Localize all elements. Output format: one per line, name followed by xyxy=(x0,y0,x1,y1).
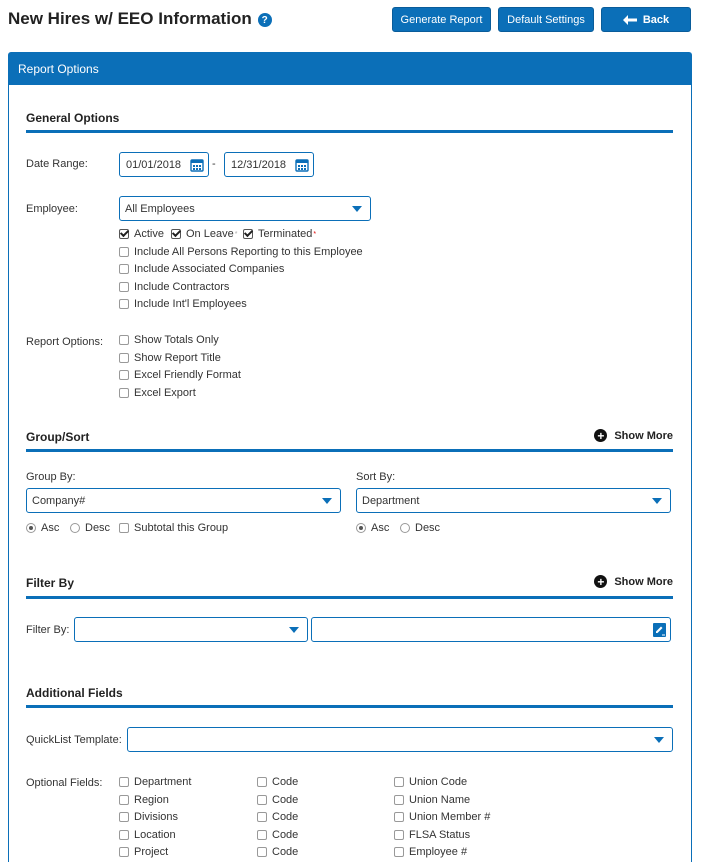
help-icon[interactable]: ? xyxy=(258,13,272,27)
checkbox-box[interactable] xyxy=(257,812,267,822)
checkbox-box[interactable] xyxy=(394,795,404,805)
optional-field-checkbox[interactable] xyxy=(119,776,191,788)
optional-field-label: Employee # xyxy=(409,846,468,858)
checkbox-box[interactable] xyxy=(394,812,404,822)
optional-field-label: Code xyxy=(272,776,299,788)
date-to-value: 12/31/2018 xyxy=(231,158,287,171)
checkbox-label: Show Totals Only xyxy=(134,334,219,346)
terminated-label: Terminated xyxy=(258,228,313,240)
optional-field-label: Union Name xyxy=(409,794,471,806)
sort-desc-radio[interactable] xyxy=(400,522,440,534)
show-more-label: Show More xyxy=(614,429,673,442)
show-totals-checkbox[interactable] xyxy=(119,334,219,346)
terminated-checkbox[interactable] xyxy=(243,228,316,240)
optional-field-label: FLSA Status xyxy=(409,829,471,841)
section-divider xyxy=(26,596,673,599)
on-leave-label: On Leave xyxy=(186,228,234,240)
optional-field-checkbox[interactable] xyxy=(394,776,467,788)
optional-field-checkbox[interactable] xyxy=(394,811,490,823)
active-label: Active xyxy=(134,228,164,240)
date-to-input[interactable] xyxy=(224,152,314,177)
filter-show-more[interactable] xyxy=(594,575,673,588)
group-by-value: Company# xyxy=(32,494,86,507)
date-range-label: Date Range: xyxy=(26,158,88,170)
chevron-down-icon xyxy=(652,498,662,504)
show-title-checkbox[interactable] xyxy=(119,352,221,364)
terminated-asterisk: * xyxy=(313,230,317,238)
filter-by-label: Filter By: xyxy=(26,624,70,636)
show-more-label: Show More xyxy=(614,575,673,588)
active-checkbox[interactable] xyxy=(119,228,164,240)
optional-field-checkbox[interactable] xyxy=(257,846,298,858)
checkbox-box[interactable] xyxy=(119,388,129,398)
checkbox-box[interactable] xyxy=(394,777,404,787)
group-by-label: Group By: xyxy=(26,471,76,483)
filter-value-input[interactable] xyxy=(311,617,671,642)
checkbox-box[interactable] xyxy=(243,229,253,239)
optional-field-checkbox[interactable] xyxy=(119,829,176,841)
checkbox-box[interactable] xyxy=(119,247,129,257)
optional-field-label: Code xyxy=(272,811,299,823)
optional-field-checkbox[interactable] xyxy=(119,846,168,858)
checkbox-label: Include Associated Companies xyxy=(134,263,285,275)
optional-field-label: Code xyxy=(272,829,299,841)
employee-select-value: All Employees xyxy=(125,202,195,215)
general-options-title: General Options xyxy=(26,111,120,125)
checkbox-box[interactable] xyxy=(119,795,129,805)
asc-label: Asc xyxy=(41,522,60,534)
radio-dot[interactable] xyxy=(356,523,366,533)
optional-field-checkbox[interactable] xyxy=(394,829,470,841)
optional-field-label: Union Member # xyxy=(409,811,491,823)
optional-field-checkbox[interactable] xyxy=(394,794,470,806)
date-separator: - xyxy=(212,158,216,170)
group-sort-title: Group/Sort xyxy=(26,430,90,444)
checkbox-box[interactable] xyxy=(119,299,129,309)
checkbox-box[interactable] xyxy=(257,847,267,857)
checkbox-label: Include Contractors xyxy=(134,281,230,293)
optional-field-label: Project xyxy=(134,846,169,858)
subtotal-label: Subtotal this Group xyxy=(134,522,229,534)
default-settings-button[interactable]: Default Settings xyxy=(498,7,594,32)
desc-label: Desc xyxy=(85,522,111,534)
optional-field-checkbox[interactable] xyxy=(119,811,178,823)
optional-field-label: Code xyxy=(272,794,299,806)
checkbox-label: Show Report Title xyxy=(134,352,221,364)
additional-fields-title: Additional Fields xyxy=(26,686,123,700)
optional-field-checkbox[interactable] xyxy=(119,794,169,806)
plus-circle-icon: + xyxy=(594,429,607,442)
checkbox-label: Excel Friendly Format xyxy=(134,369,241,381)
checkbox-label: Excel Export xyxy=(134,387,196,399)
employee-select[interactable] xyxy=(119,196,371,221)
chevron-down-icon xyxy=(352,206,362,212)
optional-field-label: Region xyxy=(134,794,169,806)
radio-dot[interactable] xyxy=(70,523,80,533)
excel-export-checkbox[interactable] xyxy=(119,387,196,399)
page-title xyxy=(8,9,272,29)
plus-circle-icon: + xyxy=(594,575,607,588)
group-desc-radio[interactable] xyxy=(70,522,110,534)
checkbox-box[interactable] xyxy=(119,282,129,292)
optional-fields-label: Optional Fields: xyxy=(26,777,103,789)
page-title-text: New Hires w/ EEO Information xyxy=(8,9,252,28)
edit-icon[interactable] xyxy=(653,623,666,637)
section-divider xyxy=(26,705,673,708)
checkbox-box[interactable] xyxy=(119,830,129,840)
checkbox-box[interactable] xyxy=(119,370,129,380)
on-leave-asterisk: * xyxy=(234,230,238,238)
calendar-icon[interactable] xyxy=(295,158,309,172)
subtotal-checkbox[interactable] xyxy=(119,522,228,534)
include-contractors-checkbox[interactable] xyxy=(119,281,229,293)
section-divider xyxy=(26,449,673,452)
asc-label: Asc xyxy=(371,522,390,534)
include-intl-checkbox[interactable] xyxy=(119,298,247,310)
desc-label: Desc xyxy=(415,522,441,534)
quicklist-label: QuickList Template: xyxy=(26,734,122,746)
chevron-down-icon xyxy=(654,737,664,743)
checkbox-box[interactable] xyxy=(119,264,129,274)
checkbox-box[interactable] xyxy=(119,523,129,533)
optional-field-checkbox[interactable] xyxy=(257,776,298,788)
quicklist-select[interactable] xyxy=(127,727,673,752)
optional-field-checkbox[interactable] xyxy=(257,794,298,806)
checkbox-box[interactable] xyxy=(257,830,267,840)
excel-friendly-checkbox[interactable] xyxy=(119,369,241,381)
calendar-icon[interactable] xyxy=(190,158,204,172)
chevron-down-icon xyxy=(322,498,332,504)
date-from-input[interactable] xyxy=(119,152,209,177)
optional-field-checkbox[interactable] xyxy=(394,846,467,858)
group-by-select[interactable] xyxy=(26,488,341,513)
sort-asc-radio[interactable] xyxy=(356,522,389,534)
checkbox-label: Include All Persons Reporting to this Employee xyxy=(134,246,363,258)
back-button[interactable] xyxy=(601,7,691,32)
checkbox-box[interactable] xyxy=(119,229,129,239)
optional-field-checkbox[interactable] xyxy=(257,811,298,823)
radio-dot[interactable] xyxy=(400,523,410,533)
checkbox-box[interactable] xyxy=(119,847,129,857)
sort-by-value: Department xyxy=(362,494,420,507)
report-options-label: Report Options: xyxy=(26,336,104,348)
filter-by-title: Filter By xyxy=(26,576,75,590)
checkbox-box[interactable] xyxy=(394,847,404,857)
optional-field-label: Divisions xyxy=(134,811,179,823)
group-asc-radio[interactable] xyxy=(26,522,59,534)
group-sort-show-more[interactable] xyxy=(594,429,673,442)
on-leave-checkbox[interactable] xyxy=(171,228,237,240)
checkbox-box[interactable] xyxy=(257,795,267,805)
optional-field-label: Location xyxy=(134,829,176,841)
checkbox-box[interactable] xyxy=(394,830,404,840)
include-associated-checkbox[interactable] xyxy=(119,263,284,275)
filter-field-select[interactable] xyxy=(74,617,308,642)
date-from-value: 01/01/2018 xyxy=(126,158,182,171)
checkbox-box[interactable] xyxy=(119,335,129,345)
checkbox-box[interactable] xyxy=(119,812,129,822)
checkbox-box[interactable] xyxy=(171,229,181,239)
optional-field-label: Department xyxy=(134,776,192,788)
chevron-down-icon xyxy=(289,627,299,633)
checkbox-box[interactable] xyxy=(119,353,129,363)
checkbox-box[interactable] xyxy=(119,777,129,787)
optional-field-label: Union Code xyxy=(409,776,468,788)
sort-by-label: Sort By: xyxy=(356,471,396,483)
checkbox-box[interactable] xyxy=(257,777,267,787)
include-reporting-checkbox[interactable] xyxy=(119,246,363,258)
section-divider xyxy=(26,130,673,133)
optional-field-label: Code xyxy=(272,846,299,858)
radio-dot[interactable] xyxy=(26,523,36,533)
employee-label: Employee: xyxy=(26,203,78,215)
arrow-left-icon xyxy=(623,15,637,25)
back-button-label: Back xyxy=(642,13,670,26)
checkbox-label: Include Int'l Employees xyxy=(134,298,247,310)
sort-by-select[interactable] xyxy=(356,488,671,513)
generate-report-button[interactable]: Generate Report xyxy=(392,7,491,32)
optional-field-checkbox[interactable] xyxy=(257,829,298,841)
panel-header: Report Options xyxy=(9,53,691,85)
